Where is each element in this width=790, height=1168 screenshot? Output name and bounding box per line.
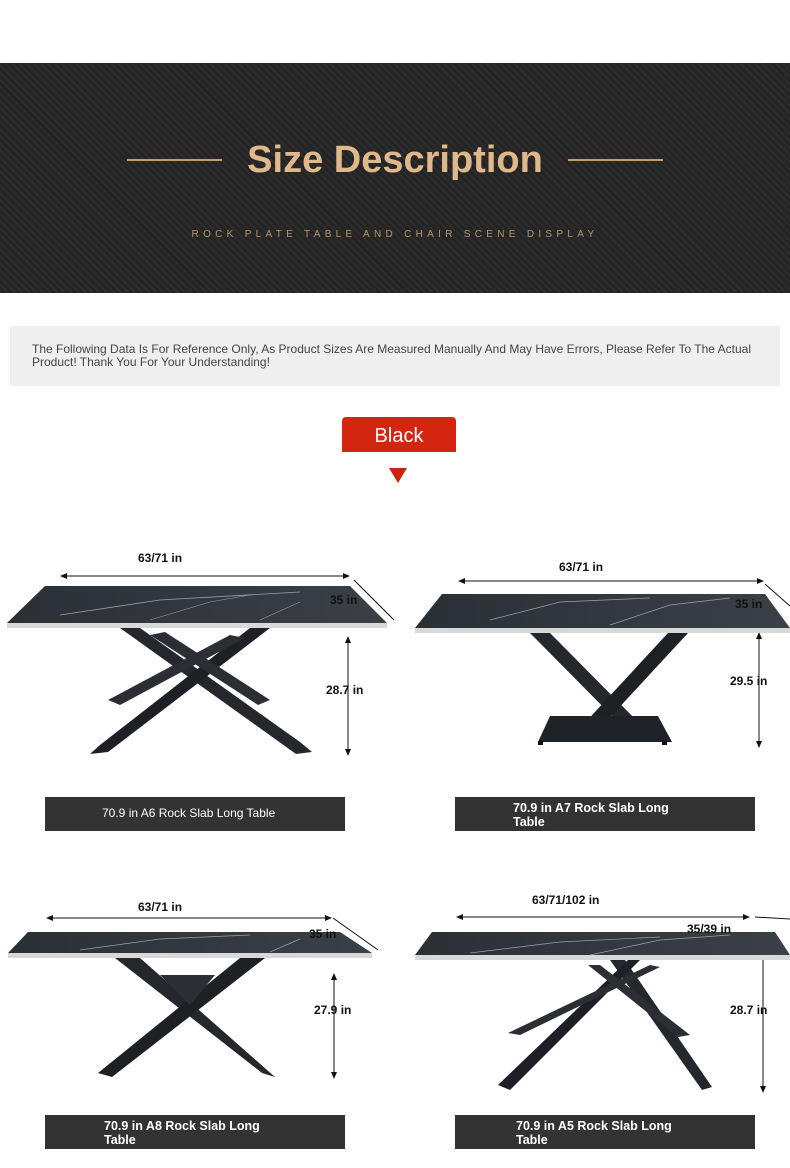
decorative-line-right — [568, 159, 663, 161]
height-label: 28.7 in — [730, 1003, 768, 1017]
width-label: 35/39 in — [687, 922, 732, 936]
length-label: 63/71 in — [138, 551, 183, 565]
section-subtitle: ROCK PLATE TABLE AND CHAIR SCENE DISPLAY — [191, 229, 599, 240]
height-label: 28.7 in — [326, 683, 364, 697]
down-arrow-icon — [389, 468, 407, 483]
section-title: Size Description — [247, 139, 543, 181]
product-image-a8 — [0, 895, 385, 1095]
product-caption: 70.9 in A7 Rock Slab Long Table — [455, 797, 755, 831]
length-label: 63/71/102 in — [532, 893, 600, 907]
length-label: 63/71 in — [559, 560, 604, 574]
width-label: 35 in — [309, 927, 337, 941]
product-image-a6 — [0, 540, 395, 770]
disclaimer-text: The Following Data Is For Reference Only, As Product Sizes Are Measured Manually And May Have Errors, Please Refer To The Actual Product! Thank You For Your Understanding! — [32, 342, 751, 369]
header-banner — [0, 63, 790, 293]
product-caption: 70.9 in A8 Rock Slab Long Table — [45, 1115, 345, 1149]
product-caption: 70.9 in A5 Rock Slab Long Table — [455, 1115, 755, 1149]
product-caption: 70.9 in A6 Rock Slab Long Table — [45, 797, 345, 831]
height-label: 29.5 in — [730, 674, 768, 688]
length-label: 63/71 in — [138, 900, 183, 914]
product-image-a5 — [410, 895, 790, 1095]
width-label: 35 in — [735, 597, 763, 611]
color-tab-black[interactable]: Black — [342, 417, 456, 452]
height-label: 27.9 in — [314, 1003, 352, 1017]
disclaimer-box — [10, 326, 780, 386]
width-label: 35 in — [330, 593, 358, 607]
